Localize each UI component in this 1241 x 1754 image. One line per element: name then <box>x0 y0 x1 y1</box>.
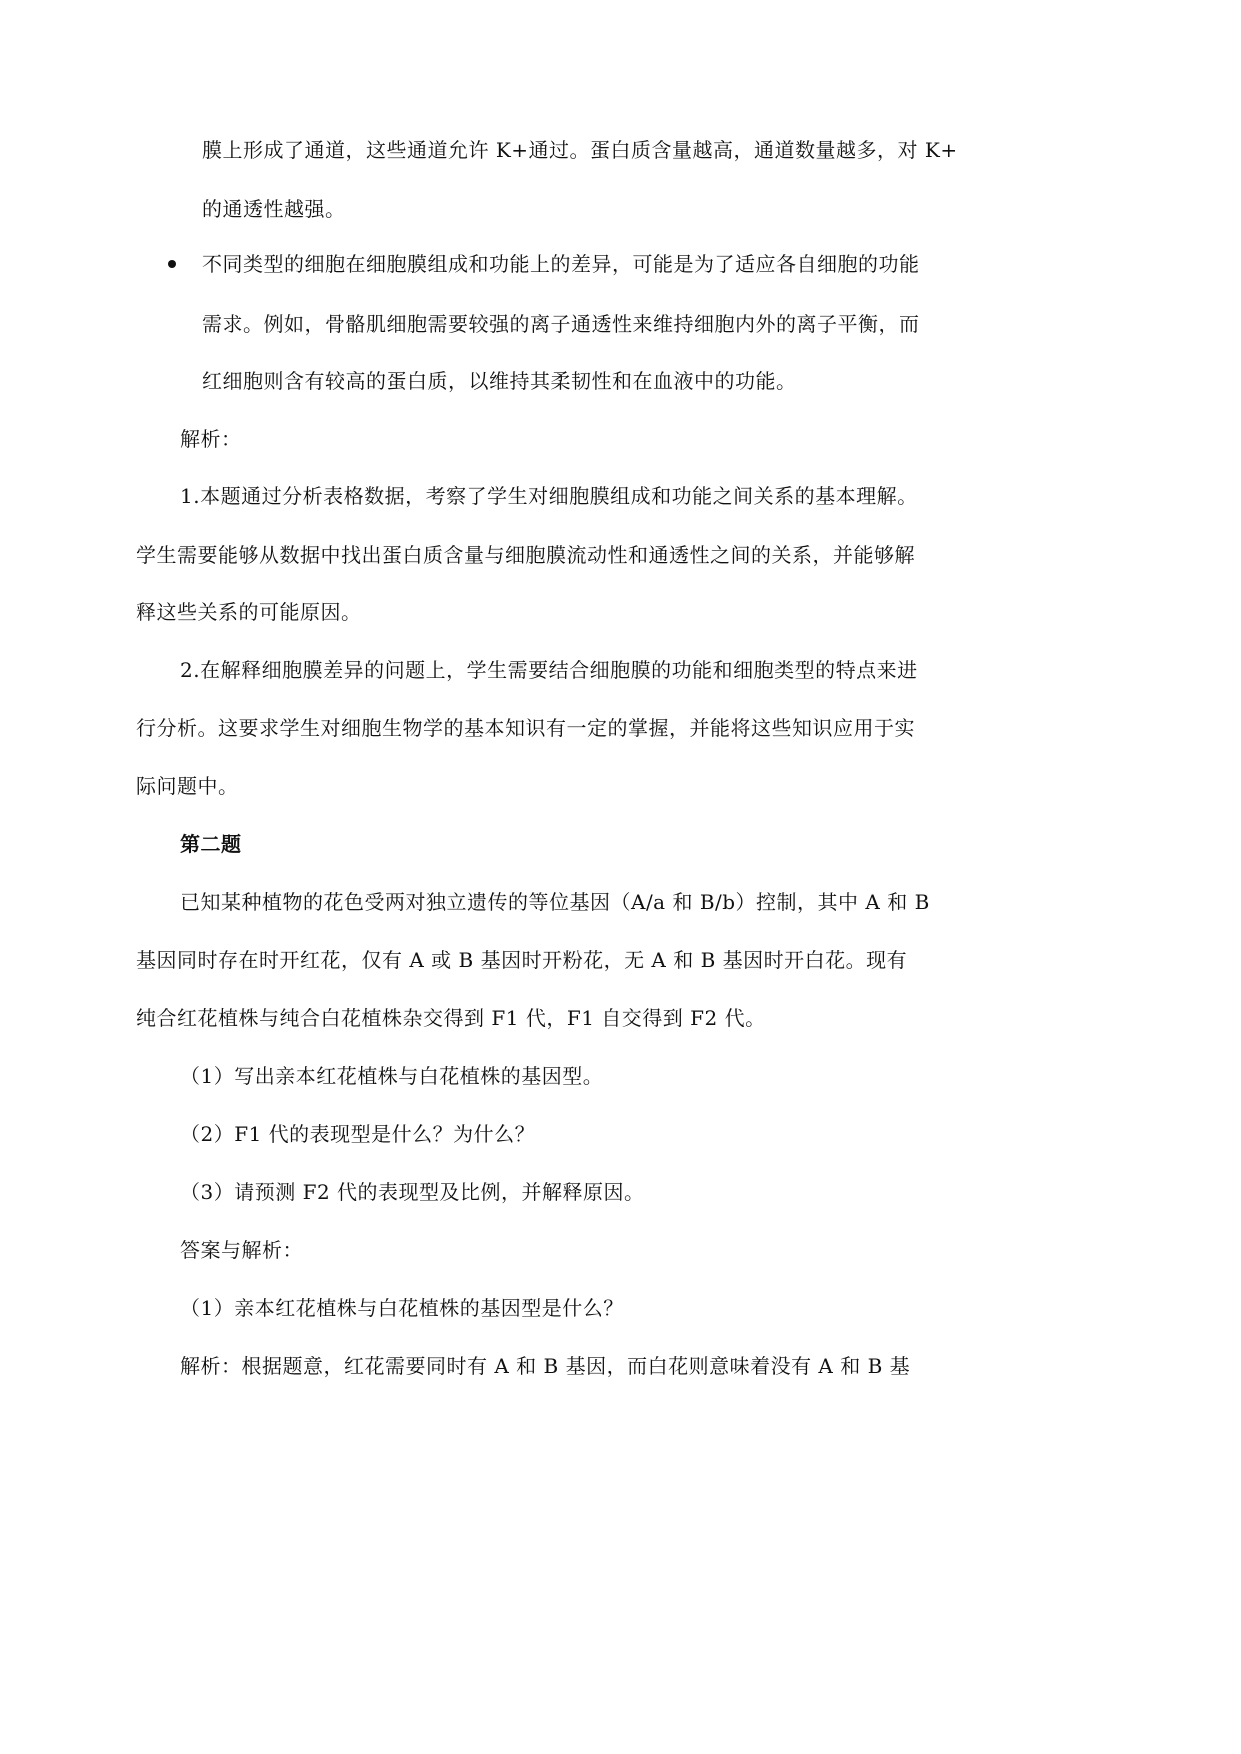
answer-label: 答案与解析： <box>180 1238 303 1262</box>
paragraph-line: 际问题中。 <box>136 774 239 798</box>
bullet-item-text: 不同类型的细胞在细胞膜组成和功能上的差异，可能是为了适应各自细胞的功能 <box>202 252 920 276</box>
section-label: 解析： <box>180 427 242 451</box>
bullet-icon <box>168 260 176 268</box>
text-line: 的通透性越强。 <box>202 197 346 221</box>
text-line: 膜上形成了通道，这些通道允许 K+通过。蛋白质含量越高，通道数量越多，对 K+ <box>202 138 958 162</box>
sub-question: （3）请预测 F2 代的表现型及比例，并解释原因。 <box>180 1180 645 1204</box>
question-heading: 第二题 <box>180 832 242 856</box>
paragraph-line: 行分析。这要求学生对细胞生物学的基本知识有一定的掌握，并能将这些知识应用于实 <box>136 716 915 740</box>
answer-sub-question: （1）亲本红花植株与白花植株的基因型是什么？ <box>180 1296 624 1320</box>
text-line: 需求。例如，骨骼肌细胞需要较强的离子通透性来维持细胞内外的离子平衡，而 <box>202 312 920 336</box>
text-line: 红细胞则含有较高的蛋白质，以维持其柔韧性和在血液中的功能。 <box>202 369 797 393</box>
question-text-line: 纯合红花植株与纯合白花植株杂交得到 F1 代，F1 自交得到 F2 代。 <box>136 1006 766 1030</box>
paragraph-line: 释这些关系的可能原因。 <box>136 600 362 624</box>
analysis-line: 解析：根据题意，红花需要同时有 A 和 B 基因，而白花则意味着没有 A 和 B 基 <box>180 1354 911 1378</box>
sub-question: （2）F1 代的表现型是什么？为什么？ <box>180 1122 536 1146</box>
question-text-line: 基因同时存在时开红花，仅有 A 或 B 基因时开粉花，无 A 和 B 基因时开白花。现有 <box>136 948 908 972</box>
paragraph-line: 1.本题通过分析表格数据，考察了学生对细胞膜组成和功能之间关系的基本理解。 <box>180 484 918 508</box>
paragraph-line: 学生需要能够从数据中找出蛋白质含量与细胞膜流动性和通透性之间的关系，并能够解 <box>136 543 915 567</box>
sub-question: （1）写出亲本红花植株与白花植株的基因型。 <box>180 1064 604 1088</box>
paragraph-line: 2.在解释细胞膜差异的问题上，学生需要结合细胞膜的功能和细胞类型的特点来进 <box>180 658 918 682</box>
question-text-line: 已知某种植物的花色受两对独立遗传的等位基因（A/a 和 B/b）控制，其中 A 和 B <box>180 890 930 914</box>
